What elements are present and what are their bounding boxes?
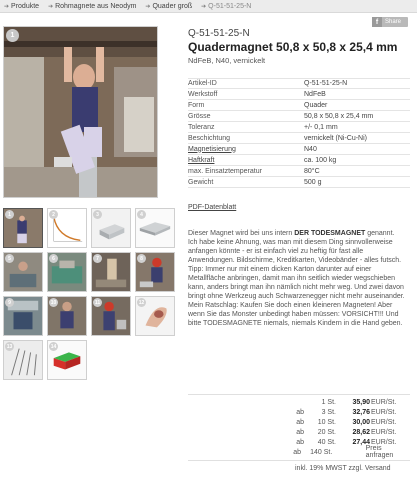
price-row: ab 140 St. Preis anfragen (188, 447, 410, 457)
thumbnail[interactable]: 8 (135, 252, 175, 292)
thumbnail[interactable]: 11 (91, 296, 131, 336)
spec-row: Form Quader (188, 100, 410, 111)
man-hanging-photo (4, 27, 158, 198)
breadcrumb-item-quader[interactable]: ➔ Quader groß (145, 2, 193, 10)
thumbnail[interactable]: 10 (47, 296, 87, 336)
magnetisierung-link[interactable]: Magnetisierung (188, 145, 236, 153)
thumbnail[interactable]: 1 (3, 208, 43, 248)
spec-row: Toleranz +/- 0,1 mm (188, 122, 410, 133)
main-product-image[interactable] (3, 26, 158, 198)
spec-row: max. Einsatztemperatur 80°C (188, 166, 410, 177)
price-row: ab 10 St. 30,00 EUR/St. (296, 418, 397, 426)
divider (188, 394, 410, 395)
price-row: 1 St. 35,90 EUR/St. (321, 398, 397, 406)
spec-row: Grösse 50,8 x 50,8 x 25,4 mm (188, 111, 410, 122)
facebook-share-button[interactable]: f Share (372, 17, 408, 27)
pdf-datasheet-link[interactable]: PDF-Datenblatt (188, 204, 237, 211)
divider (188, 460, 410, 461)
spec-row: Werkstoff NdFeB (188, 89, 410, 100)
haftkraft-link[interactable]: Haftkraft (188, 156, 215, 164)
product-subtitle: NdFeB, N40, vernickelt (188, 56, 266, 65)
arrow-right-icon: ➔ (201, 3, 207, 10)
vat-note: inkl. 19% MWST zzgl. Versand (295, 465, 391, 472)
arrow-right-icon: ➔ (4, 3, 10, 10)
breadcrumb-item-rohmagnete[interactable]: ➔ Rohmagnete aus Neodym (48, 2, 137, 10)
thumbnail[interactable]: 5 (3, 252, 43, 292)
breadcrumb-item-produkte[interactable]: ➔ Produkte (4, 2, 40, 10)
price-row: ab 40 St. 27,44 EUR/St. (296, 438, 397, 446)
thumbnail[interactable]: 3 (91, 208, 131, 248)
thumbnail[interactable]: 14 (47, 340, 87, 380)
image-number-badge: 1 (6, 29, 19, 42)
spec-table (188, 78, 410, 188)
price-row: ab 20 St. 28,62 EUR/St. (296, 428, 397, 436)
spec-row: Gewicht 500 g (188, 177, 410, 188)
spec-row: Artikel-ID Q-51-51-25-N (188, 78, 410, 89)
price-row: ab 3 St. 32,76 EUR/St. (296, 408, 397, 416)
breadcrumb-item-current: ➔ Q-51-51-25-N (201, 2, 252, 10)
breadcrumb (0, 0, 417, 13)
thumbnail[interactable]: 6 (47, 252, 87, 292)
thumbnail[interactable]: 12 (135, 296, 175, 336)
thumbnail[interactable]: 2 (47, 208, 87, 248)
thumbnail[interactable]: 7 (91, 252, 131, 292)
thumbnail[interactable]: 13 (3, 340, 43, 380)
price-table (188, 397, 410, 457)
spec-row: Magnetisierung N40 (188, 144, 410, 155)
product-title: Quadermagnet 50,8 x 50,8 x 25,4 mm (188, 40, 398, 54)
arrow-right-icon: ➔ (145, 3, 151, 10)
spec-row: Beschichtung vernickelt (Ni-Cu-Ni) (188, 133, 410, 144)
product-description: Dieser Magnet wird bei uns intern DER TODESMAGNET genannt. Ich habe keine Ahnung, was man mit diesem Ding sinnvollerweise anfangen könnte - er ist einfach viel zu heftig für fast alle Anwendungen. Bildschirme, Kreditkarten, Videobänder - alles futsch. Tipp: Immer nur mit einem dicken Karton darunter auf einer Metallfläche anbringen, damit man ihn seitlich wieder wegschieben kann, anders bringt man ihn nämlich nicht mehr weg. Und zwei davon bringt ohne Werkzeug auch Schwarzenegger nicht mehr auseinander. Mein Ratschlag: Kaufen Sie doch einen kleineren Magneten! Aber wenn Sie das Monster unbedingt haben müssen: VORSICHT!!! Und bitte TODESMAGNETE niemals, niemals Kindern in die Hand geben. (188, 230, 405, 327)
thumbnail[interactable]: 9 (3, 296, 43, 336)
thumbnail[interactable]: 4 (135, 208, 175, 248)
price-request-link[interactable]: Preis anfragen (365, 445, 394, 459)
spec-row: Haftkraft ca. 100 kg (188, 155, 410, 166)
product-sku: Q-51-51-25-N (188, 28, 250, 39)
arrow-right-icon: ➔ (48, 3, 54, 10)
facebook-icon: f (372, 17, 382, 27)
